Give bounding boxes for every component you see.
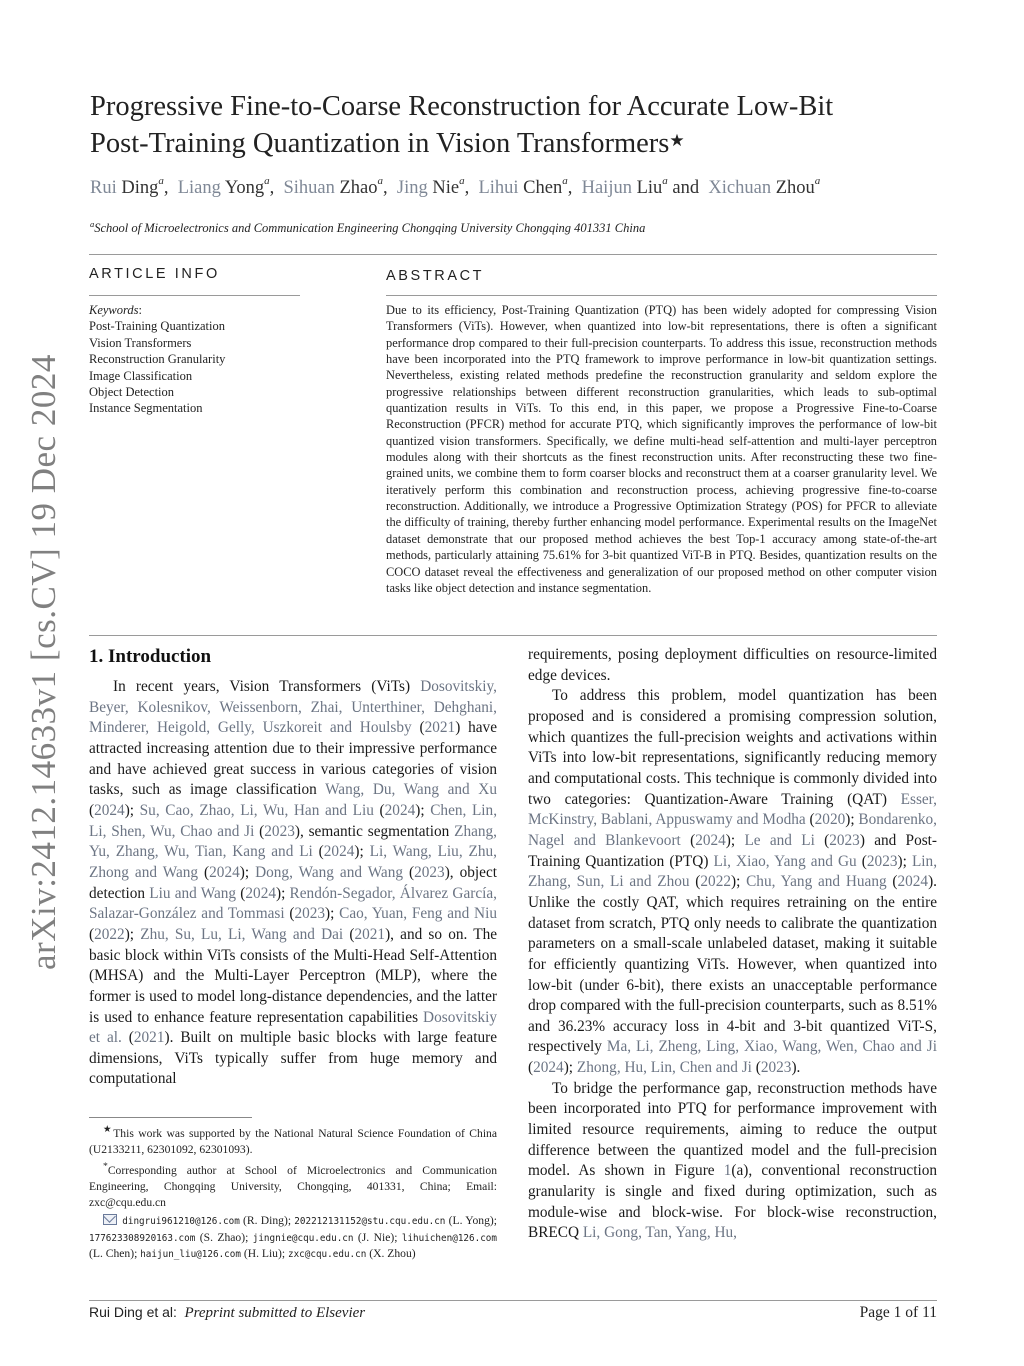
- abstract-bottom-divider: [89, 635, 937, 636]
- author-last-name: Zhou: [775, 178, 815, 198]
- citation-link[interactable]: Zhu, Su, Lu, Li, Wang and Dai: [140, 925, 344, 943]
- citation-link[interactable]: 2024: [323, 843, 355, 861]
- author-affil-marker: a: [662, 175, 668, 187]
- intro-right-column: [528, 645, 937, 1244]
- citation-link[interactable]: Wang, Du, Wang and Xu: [325, 781, 498, 799]
- keywords-block: [89, 302, 225, 417]
- citation-link[interactable]: 2021: [354, 925, 386, 943]
- section-heading-introduction: 1. Introduction: [89, 646, 212, 667]
- author-affil-marker: a: [158, 175, 164, 187]
- author-last-name: Ding: [121, 178, 159, 198]
- citation-link[interactable]: Lin, Zhang, Sun, Li and Zhou: [528, 852, 938, 891]
- affiliation: [90, 221, 645, 236]
- email-link[interactable]: zxc@cqu.edu.cn: [287, 1249, 367, 1261]
- citation-link[interactable]: 2022: [700, 873, 731, 891]
- author-affil-marker: a: [377, 175, 384, 187]
- author-first-name[interactable]: Liang: [177, 178, 221, 198]
- keyword-item: Reconstruction Granularity: [89, 352, 226, 367]
- citation-link[interactable]: Liu and Wang: [149, 884, 237, 902]
- citation-link[interactable]: Chen, Lin, Li, Shen, Wu, Chao and Ji: [89, 801, 498, 840]
- author-last-name: Yong: [224, 178, 265, 198]
- email-link[interactable]: dingrui961210@126.com: [122, 1215, 240, 1227]
- citation-link[interactable]: 2022: [94, 925, 125, 943]
- intro-paragraph: To address this problem, model quantization has been proposed and is considered a promising compression solution, which quantizes the full-precision weights and activations within ViTs into low-bit representations, significantly reducing memory and computational costs. This technique is commonly divided into two categories: Quantization-Aware Training (QAT) Esser, McKinstry, Bablani, Appuswamy and Modha (2020); Bondarenko, Nagel and Blankevoort (2024); Le and Li (2023) and Post-Training Quantization (PTQ) Li, Xiao, Yang and Gu (2023); Lin, Zhang, Sun, Li and Zhou (2022); Chu, Yang and Huang (2024). Unlike the costly QAT, which requires retraining on the entire dataset from scratch, PTQ only needs to calibrate the quantization parameters on a small-scale unlabeled dataset, making it suitable for efficiently quantizing ViTs. However, when quantized into low-bit (under 6-bit), there exists an unacceptable performance drop compared with the full-precision counterparts, such as 8.51% and 36.23% accuracy loss in 4-bit and 3-bit quantized ViT-S, respectively Ma, Li, Zheng, Ling, Xiao, Wang, Wen, Chao and Ji (2024); Zhong, Hu, Lin, Chen and Ji (2023).: [528, 687, 938, 1077]
- author[interactable]: [90, 175, 164, 198]
- author-last-name: Zhao: [339, 178, 378, 198]
- author[interactable]: [708, 175, 821, 198]
- keyword-item: Post-Training Quantization: [89, 319, 225, 334]
- footer-author: Rui Ding et al:: [89, 1304, 177, 1320]
- intro-paragraph: In recent years, Vision Transformers (ViTs) Dosovitskiy, Beyer, Kolesnikov, Weissenborn, Zhai, Unterthiner, Dehghani, Minderer, Heigold, Gelly, Uszkoreit and Houlsby (2021) have attracted increasing attention due to their impressive performance and have achieved great success in various categories of vision tasks, such as image classification Wang, Du, Wang and Xu (2024); Su, Cao, Zhao, Li, Wu, Han and Liu (2024); Chen, Lin, Li, Shen, Wu, Chao and Ji (2023), semantic segmentation Zhang, Yu, Zhang, Wu, Tian, Kang and Li (2024); Li, Wang, Liu, Zhu, Zhong and Wang (2024); Dong, Wang and Wang (2023), object detection Liu and Wang (2024); Rendón-Segador, Álvarez García, Salazar-González and Tommasi (2023); Cao, Yuan, Feng and Niu (2022); Zhu, Su, Lu, Li, Wang and Dai (2021), and so on. The basic block within ViTs consists of the Multi-Head Self-Attention (MHSA) and the Multi-Layer Perceptron (MLP), where the former is used to model long-distance dependencies, and the latter is used to enhance feature representation capabilities Dosovitskiy et al. (2021). Built on multiple basic blocks with large feature dimensions, ViTs typically suffer from huge memory and computational: [89, 678, 498, 1088]
- citation-link[interactable]: Rendón-Segador, Álvarez García, Salazar-González and Tommasi: [89, 884, 497, 923]
- citation-link[interactable]: 2024: [94, 801, 125, 819]
- keyword-item: Object Detection: [89, 385, 175, 400]
- affiliation-marker: a: [90, 219, 95, 229]
- intro-left-column: [89, 677, 497, 1090]
- citation-link[interactable]: Chu, Yang and Huang: [746, 873, 887, 891]
- footnote-funding: ★This work was supported by the National Natural Science Foundation of China (U2133211, 62301092, 62301093).: [89, 1124, 497, 1156]
- citation-link[interactable]: 2023: [264, 822, 295, 840]
- citation-link[interactable]: Su, Cao, Zhao, Li, Wu, Han and Liu: [139, 801, 374, 819]
- citation-link[interactable]: Li, Gong, Tan, Yang, Hu,: [582, 1224, 737, 1242]
- author-affil-marker: a: [562, 175, 568, 187]
- citation-link[interactable]: Bondarenko, Nagel and Blankevoort: [528, 811, 937, 849]
- intro-paragraph: requirements, posing deployment difficulties on resource-limited edge devices.: [528, 646, 937, 684]
- footnote-rule: [89, 1117, 252, 1118]
- article-info-heading: ARTICLE INFO: [89, 266, 220, 282]
- footnote-marker: ★: [103, 1124, 114, 1135]
- abstract-heading: ABSTRACT: [386, 268, 485, 284]
- author-first-name[interactable]: Jing: [396, 178, 428, 198]
- affiliation-text: School of Microelectronics and Communication Engineering Chongqing University Chongqing 401331 China: [94, 221, 646, 235]
- author-first-name[interactable]: Rui: [90, 178, 117, 198]
- citation-link[interactable]: 2023: [760, 1059, 792, 1077]
- citation-link[interactable]: Le and Li: [744, 831, 815, 849]
- email-link[interactable]: lihuichen@126.com: [401, 1232, 497, 1244]
- title-line-2-text: Post-Training Quantization in Vision Transformers: [90, 128, 670, 159]
- author[interactable]: [283, 175, 384, 198]
- arxiv-stamp[interactable]: arXiv:2412.14633v1 [cs.CV] 19 Dec 2024: [24, 354, 63, 970]
- citation-link[interactable]: 2023: [414, 863, 445, 881]
- footnote-emails: dingrui961210@126.com (R. Ding); 202212131152@stu.cqu.edu.cn (L. Yong); 177623308920163.com (S. Zhao); jingnie@cqu.edu.cn (J. Nie); lihuichen@126.com (L. Chen); haijun_liu@126.com (H. Liu); zxc@cqu.edu.cn (X. Zhou): [89, 1213, 497, 1261]
- header-divider: [89, 254, 937, 255]
- citation-link[interactable]: 2024: [384, 801, 416, 819]
- intro-paragraph: To bridge the performance gap, reconstruction methods have been incorporated into PTQ for performance improvement with limited resource requirements, aiming to reduce the output difference between the quantized model and the full-precision model. As shown in Figure 1(a), conventional reconstruction granularity is single and fixed during optimization, such as module-wise and block-wise. For block-wise reconstruction, BRECQ Li, Gong, Tan, Yang, Hu,: [528, 1079, 937, 1242]
- author-affil-marker: a: [459, 175, 465, 187]
- citation-link[interactable]: 2020: [814, 811, 846, 829]
- abstract-rule: [386, 295, 937, 296]
- citation-link[interactable]: 2023: [866, 852, 898, 870]
- author[interactable]: [177, 175, 270, 198]
- citation-link[interactable]: 2023: [294, 905, 326, 923]
- author-last-name: Chen: [523, 178, 563, 198]
- keyword-item: Image Classification: [89, 368, 193, 383]
- author-first-name[interactable]: Xichuan: [708, 178, 772, 198]
- keyword-item: Vision Transformers: [89, 335, 192, 350]
- footnotes: [89, 1122, 497, 1265]
- citation-link[interactable]: 2024: [245, 884, 276, 902]
- keyword-item: Instance Segmentation: [89, 401, 203, 416]
- citation-link[interactable]: 2021: [424, 719, 456, 737]
- abstract-text: Due to its efficiency, Post-Training Quantization (PTQ) has been widely adopted for compressing Vision Transformers (ViTs). However, when quantized into low-bit representations, there is often a significant performance drop compared to their full-precision counterparts. To address this issue, reconstruction methods have been incorporated into the PTQ framework to improve performance in low-bit quantization settings. Nevertheless, existing related methods predefine the reconstruction granularity and seldom explore the progressive relationships between different reconstruction granularities, which leads to sub-optimal quantization results in ViTs. To this end, in this paper, we propose a Progressive Fine-to-Coarse Reconstruction (PFCR) method for accurate PTQ, which significantly improves the performance of low-bit quantized vision transformers. Specifically, we define multi-head self-attention and multi-layer perceptron modules along with their shortcuts as the finest reconstruction units. After reconstructing these two fine-grained units, we combine them to form coarser blocks and reconstruct them at a coarser granularity level. We iteratively perform this combination and reconstruction process, achieving progressive fine-to-coarse reconstruction. Additionally, we introduce a Progressive Optimization Strategy (POS) for PFCR to alleviate the difficulty of training, thereby further enhancing model performance. Experimental results on the ImageNet dataset demonstrate that our proposed method achieves the best Top-1 accuracy among state-of-the-art methods, particularly attaining 75.61% for 3-bit quantized ViT-B in PTQ. Besides, quantization results on the COCO dataset reveal the effectiveness and generalization of our proposed method on other computer vision tasks like object detection and instance segmentation.: [386, 303, 937, 595]
- citation-link[interactable]: Zhong, Hu, Lin, Chen and Ji: [576, 1059, 752, 1077]
- keywords-label-line: Keywords:: [89, 303, 143, 317]
- author[interactable]: [396, 175, 465, 198]
- citation-link[interactable]: Dosovitskiy et al.: [89, 1008, 497, 1047]
- author-first-name[interactable]: Haijun: [581, 178, 632, 198]
- author-first-name[interactable]: Sihuan: [283, 178, 335, 198]
- author[interactable]: [478, 175, 568, 198]
- citation-link[interactable]: 2024: [209, 863, 240, 881]
- author-affil-marker: a: [264, 175, 270, 187]
- citation-link[interactable]: Li, Xiao, Yang and Gu: [713, 852, 857, 870]
- keywords-label: Keywords: [89, 303, 139, 317]
- citation-link[interactable]: Cao, Yuan, Feng and Niu: [339, 905, 497, 923]
- footer-rule: [89, 1300, 937, 1301]
- citation-link[interactable]: Zhang, Yu, Zhang, Wu, Tian, Kang and Li: [89, 822, 497, 861]
- author-list: Rui Ding$^a$, Liang Yong$^a$, Sihuan Zhao$^a$, Jing Nie$^a$, Lihui Chen$^a$, Haijun Liu$^a$ and Xichuan Zhou$^a$: [90, 175, 821, 198]
- author-last-name: Nie: [432, 178, 460, 198]
- author-affil-marker: a: [814, 175, 821, 187]
- email-link[interactable]: 202212131152@stu.cqu.edu.cn: [294, 1215, 446, 1227]
- email-link[interactable]: jingnie@cqu.edu.cn: [252, 1232, 354, 1244]
- email-link[interactable]: haijun_liu@126.com: [140, 1249, 241, 1261]
- title-line-1: Progressive Fine-to-Coarse Reconstruction for Accurate Low-Bit: [90, 91, 834, 122]
- citation-link[interactable]: 2021: [133, 1029, 165, 1047]
- citation-link[interactable]: Ma, Li, Zheng, Ling, Xiao, Wang, Wen, Chao and Ji: [606, 1038, 937, 1056]
- citation-link[interactable]: 2024: [897, 873, 929, 891]
- email-link[interactable]: 177623308920163.com: [89, 1232, 196, 1244]
- page-number: Page 1 of 11: [859, 1304, 937, 1321]
- footer-venue: Preprint submitted to Elsevier: [184, 1305, 366, 1321]
- envelope-icon: [103, 1214, 117, 1225]
- author-last-name: Liu: [636, 178, 663, 198]
- title-footnote-marker[interactable]: ★: [669, 131, 685, 150]
- author[interactable]: [581, 175, 668, 198]
- footnote-corresponding: *Corresponding author at School of Microelectronics and Communication Engineering, Chongqing University, Chongqing, 401331, China; Email: zxc@cqu.edu.cn: [89, 1161, 497, 1209]
- title-line-2: [90, 125, 940, 162]
- article-info-rule: [89, 295, 300, 296]
- author-first-name[interactable]: Lihui: [478, 178, 519, 198]
- authors-and: and: [672, 178, 700, 198]
- citation-link[interactable]: Dosovitskiy, Beyer, Kolesnikov, Weissenborn, Zhai, Unterthiner, Dehghani, Minderer, Heigold, Gelly, Uszkoreit and Houlsby: [89, 678, 497, 737]
- citation-link[interactable]: 2024: [695, 831, 726, 849]
- citation-link[interactable]: Dong, Wang and Wang: [255, 863, 404, 881]
- paper-title: [90, 88, 940, 162]
- citation-link[interactable]: Esser, McKinstry, Bablani, Appuswamy and Modha: [528, 790, 937, 829]
- citation-link[interactable]: Li, Wang, Liu, Zhu, Zhong and Wang: [89, 843, 497, 881]
- figure-ref-link[interactable]: 1: [723, 1162, 732, 1180]
- running-footer: [89, 1304, 365, 1322]
- citation-link[interactable]: 2024: [533, 1059, 564, 1077]
- footnote-marker: *: [103, 1161, 108, 1173]
- citation-link[interactable]: 2023: [829, 831, 860, 849]
